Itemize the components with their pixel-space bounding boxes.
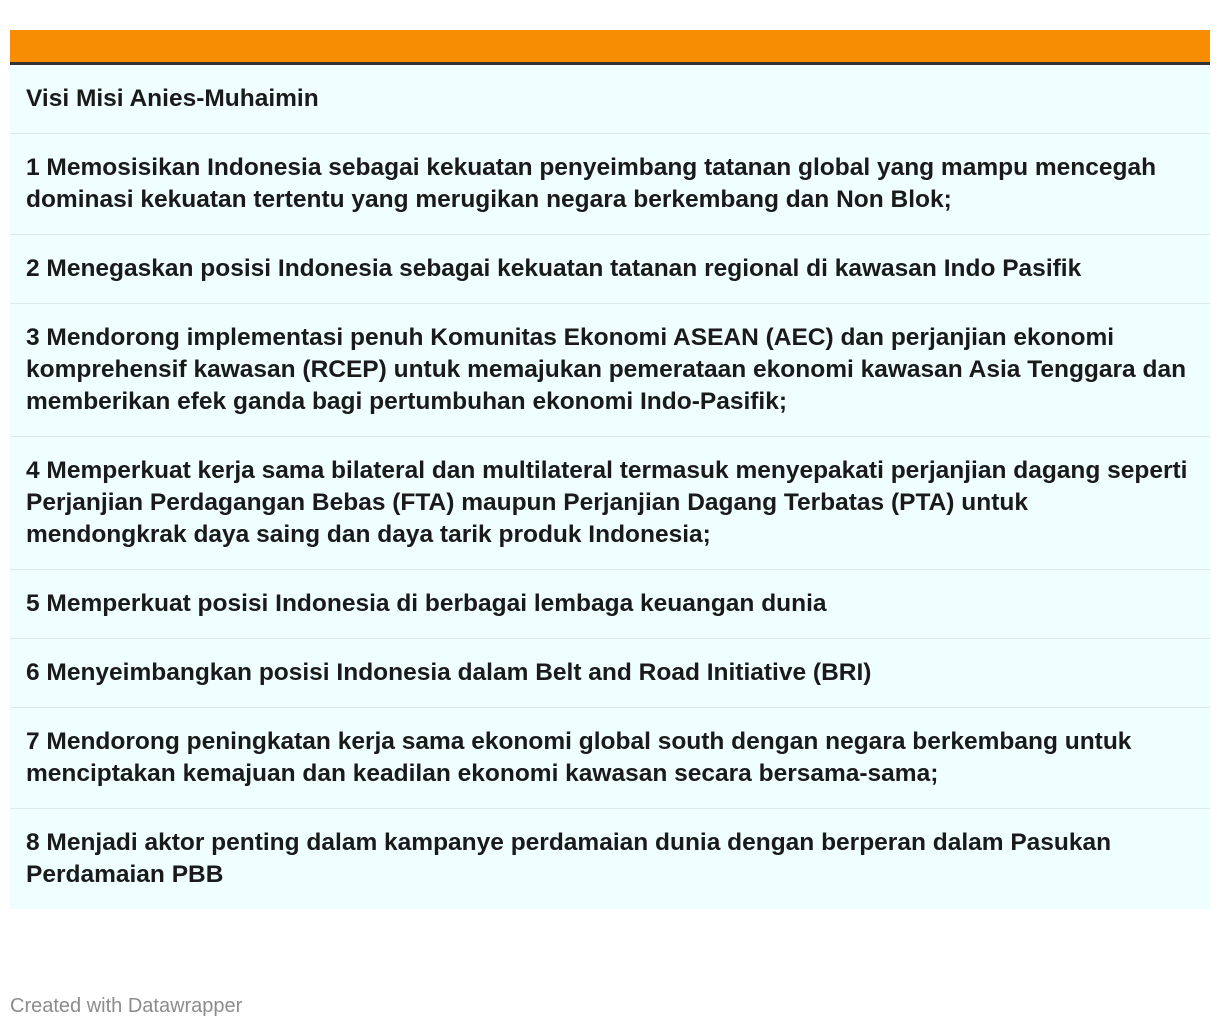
visi-misi-table: [10, 30, 1210, 909]
table-row: 8 Menjadi aktor penting dalam kampanye perdamaian dunia dengan berperan dalam Pasukan Perdamaian PBB: [26, 829, 1112, 888]
table-row: 2 Menegaskan posisi Indonesia sebagai kekuatan tatanan regional di kawasan Indo Pasifik: [10, 235, 1210, 304]
table-body: [10, 65, 1210, 909]
datawrapper-credit[interactable]: Created with Datawrapper: [10, 995, 243, 1017]
table-row-title: Visi Misi Anies-Muhaimin: [10, 65, 1210, 134]
table-header-bar: [10, 30, 1210, 65]
table-row: 4 Memperkuat kerja sama bilateral dan multilateral termasuk menyepakati perjanjian dagang seperti Perjanjian Perdagangan Bebas (FTA) maupun Perjanjian Dagang Terbatas (PTA) untuk mendongkrak daya saing dan daya tarik produk Indonesia;: [10, 437, 1210, 570]
table-row: 5 Memperkuat posisi Indonesia di berbagai lembaga keuangan dunia: [10, 570, 1210, 639]
table-row: 7 Mendorong peningkatan kerja sama ekonomi global south dengan negara berkembang untuk menciptakan kemajuan dan keadilan ekonomi kawasan secara bersama-sama;: [10, 708, 1210, 809]
table-row: 6 Menyeimbangkan posisi Indonesia dalam Belt and Road Initiative (BRI): [10, 639, 1210, 708]
table-row: 3 Mendorong implementasi penuh Komunitas Ekonomi ASEAN (AEC) dan perjanjian ekonomi komprehensif kawasan (RCEP) untuk memajukan pemerataan ekonomi kawasan Asia Tenggara dan memberikan efek ganda bagi pertumbuhan ekonomi Indo-Pasifik;: [10, 304, 1210, 437]
table-row: 1 Memosisikan Indonesia sebagai kekuatan penyeimbang tatanan global yang mampu mencegah dominasi kekuatan tertentu yang merugikan negara berkembang dan Non Blok;: [10, 134, 1210, 235]
